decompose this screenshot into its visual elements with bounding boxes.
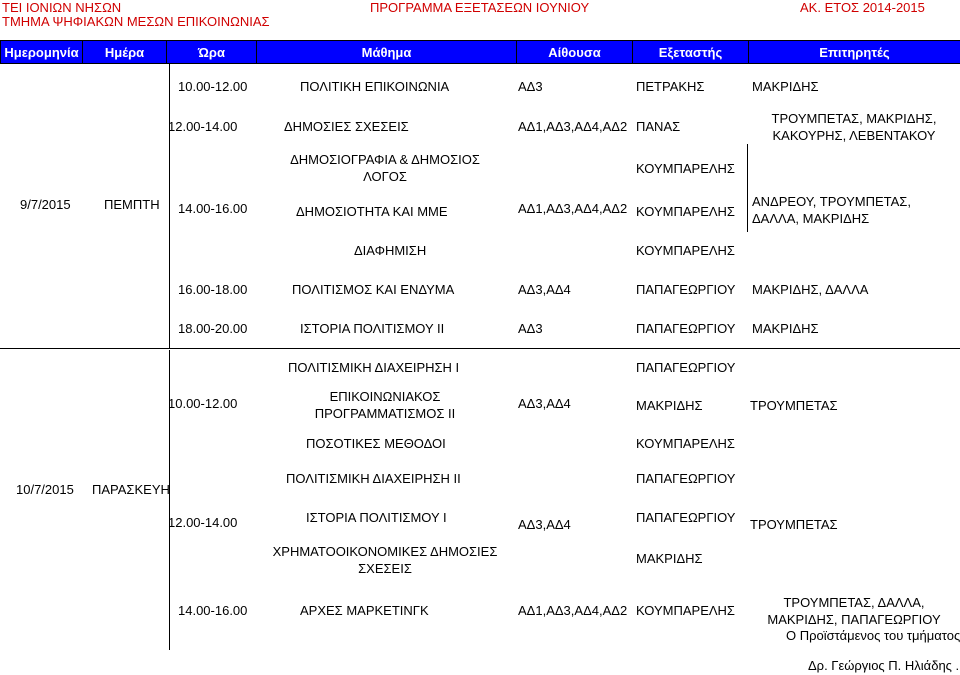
column-room: Αίθουσα	[517, 41, 633, 64]
course-cell: ΠΟΛΙΤΙΣΜΙΚΗ ΔΙΑΧΕΙΡΗΣΗ ΙΙ	[286, 471, 461, 486]
course-cell: ΔΗΜΟΣΙΟΤΗΤΑ ΚΑΙ ΜΜΕ	[296, 204, 448, 219]
examiner-cell: ΠΑΠΑΓΕΩΡΓΙΟΥ	[636, 471, 736, 486]
examiner-cell: ΠΕΤΡΑΚΗΣ	[636, 79, 705, 94]
day-cell: ΠΑΡΑΣΚΕΥΗ	[92, 482, 170, 497]
invigilators-line: ΚΑΚΟΥΡΗΣ, ΛΕΒΕΝΤΑΚΟΥ	[772, 128, 936, 143]
column-invigilators: Επιτηρητές	[749, 41, 960, 64]
course-cell	[255, 151, 515, 185]
column-rule	[747, 144, 748, 232]
time-cell: 14.00-16.00	[178, 603, 248, 618]
examiner-cell: ΠΑΠΑΓΕΩΡΓΙΟΥ	[636, 510, 736, 525]
course-line: ΧΡΗΜΑΤΟΟΙΚΟΝΟΜΙΚΕΣ ΔΗΜΟΣΙΕΣ	[272, 544, 498, 559]
day-divider	[0, 348, 960, 349]
invigilators-cell	[748, 594, 960, 628]
date-cell: 9/7/2015	[20, 197, 71, 212]
course-cell: ΔΙΑΦΗΜΙΣΗ	[354, 243, 427, 258]
course-cell: ΠΟΣΟΤΙΚΕΣ ΜΕΘΟΔΟΙ	[306, 436, 446, 451]
time-cell: 12.00-14.00	[168, 119, 238, 134]
invigilators-cell	[748, 110, 960, 144]
signature-name: Δρ. Γεώργιος Π. Ηλιάδης .	[808, 658, 960, 673]
examiner-cell: ΚΟΥΜΠΑΡΕΛΗΣ	[636, 603, 735, 618]
course-line: ΔΗΜΟΣΙΟΓΡΑΦΙΑ & ΔΗΜΟΣΙΟΣ	[290, 152, 480, 167]
time-cell: 10.00-12.00	[178, 79, 248, 94]
course-cell: ΑΡΧΕΣ ΜΑΡΚΕΤΙΝΓΚ	[300, 603, 429, 618]
course-line: ΕΠΙΚΟΙΝΩΝΙΑΚΟΣ	[329, 389, 441, 404]
invigilators-cell: ΤΡΟΥΜΠΕΤΑΣ	[750, 398, 838, 413]
examiner-cell: ΚΟΥΜΠΑΡΕΛΗΣ	[636, 161, 735, 176]
date-cell: 10/7/2015	[16, 482, 74, 497]
room-cell: ΑΔ3,ΑΔ4	[518, 517, 571, 532]
course-cell: ΠΟΛΙΤΙΚΗ ΕΠΙΚΟΙΝΩΝΙΑ	[300, 79, 450, 94]
day-cell: ΠΕΜΠΤΗ	[104, 197, 160, 212]
course-line: ΣΧΕΣΕΙΣ	[358, 561, 412, 576]
time-cell: 12.00-14.00	[168, 515, 238, 530]
course-cell	[255, 543, 515, 577]
room-cell: ΑΔ1,ΑΔ3,ΑΔ4,ΑΔ2	[518, 603, 628, 618]
examiner-cell: ΜΑΚΡΙΔΗΣ	[636, 398, 703, 413]
invigilators-cell: ΤΡΟΥΜΠΕΤΑΣ	[750, 517, 838, 532]
program-title: ΠΡΟΓΡΑΜΜΑ ΕΞΕΤΑΣΕΩΝ ΙΟΥΝΙΟΥ	[370, 0, 590, 15]
column-examiner: Εξεταστής	[633, 41, 749, 64]
room-cell: ΑΔ1,ΑΔ3,ΑΔ4,ΑΔ2	[518, 119, 628, 134]
institution-name: ΤΕΙ ΙΟΝΙΩΝ ΝΗΣΩΝ	[2, 0, 122, 15]
academic-year: ΑΚ. ΕΤΟΣ 2014-2015	[800, 0, 925, 15]
invigilators-line: ΑΝΔΡΕΟΥ, ΤΡΟΥΜΠΕΤΑΣ,	[752, 194, 911, 209]
course-line: ΠΡΟΓΡΑΜΜΑΤΙΣΜΟΣ ΙΙ	[314, 406, 456, 421]
examiner-cell: ΠΑΠΑΓΕΩΡΓΙΟΥ	[636, 360, 736, 375]
time-cell: 16.00-18.00	[178, 282, 248, 297]
column-time: Ώρα	[167, 41, 257, 64]
invigilators-cell: ΜΑΚΡΙΔΗΣ	[752, 321, 819, 336]
time-cell: 18.00-20.00	[178, 321, 248, 336]
room-cell: ΑΔ3	[518, 79, 543, 94]
course-cell: ΠΟΛΙΤΙΣΜΙΚΗ ΔΙΑΧΕΙΡΗΣΗ Ι	[288, 360, 460, 375]
invigilators-cell: ΜΑΚΡΙΔΗΣ, ΔΑΛΛΑ	[752, 282, 869, 297]
room-cell: ΑΔ1,ΑΔ3,ΑΔ4,ΑΔ2	[518, 201, 628, 216]
page-header	[0, 0, 960, 42]
time-cell: 14.00-16.00	[178, 201, 248, 216]
invigilators-line: ΜΑΚΡΙΔΗΣ, ΠΑΠΑΓΕΩΡΓΙΟΥ	[767, 612, 941, 627]
room-cell: ΑΔ3,ΑΔ4	[518, 396, 571, 411]
department-name: ΤΜΗΜΑ ΨΗΦΙΑΚΩΝ ΜΕΣΩΝ ΕΠΙΚΟΙΝΩΝΙΑΣ	[2, 14, 270, 29]
examiner-cell: ΠΑΠΑΓΕΩΡΓΙΟΥ	[636, 282, 736, 297]
time-cell: 10.00-12.00	[168, 396, 238, 411]
room-cell: ΑΔ3	[518, 321, 543, 336]
column-rule	[169, 64, 170, 348]
invigilators-line: ΔΑΛΛΑ, ΜΑΚΡΙΔΗΣ	[752, 211, 870, 226]
signature-role: Ο Προϊστάμενος του τμήματος	[786, 628, 960, 643]
room-cell: ΑΔ3,ΑΔ4	[518, 282, 571, 297]
column-day: Ημέρα	[83, 41, 167, 64]
course-cell	[255, 388, 515, 422]
examiner-cell: ΚΟΥΜΠΑΡΕΛΗΣ	[636, 243, 735, 258]
course-cell: ΙΣΤΟΡΙΑ ΠΟΛΙΤΙΣΜΟΥ ΙΙ	[300, 321, 445, 336]
invigilators-cell: ΜΑΚΡΙΔΗΣ	[752, 79, 819, 94]
examiner-cell: ΠΑΝΑΣ	[636, 119, 681, 134]
examiner-cell: ΚΟΥΜΠΑΡΕΛΗΣ	[636, 204, 735, 219]
course-line: ΛΟΓΟΣ	[363, 169, 407, 184]
column-course: Μάθημα	[257, 41, 517, 64]
invigilators-line: ΤΡΟΥΜΠΕΤΑΣ, ΔΑΛΛΑ,	[783, 595, 925, 610]
invigilators-line: ΤΡΟΥΜΠΕΤΑΣ, ΜΑΚΡΙΔΗΣ,	[771, 111, 937, 126]
course-cell: ΙΣΤΟΡΙΑ ΠΟΛΙΤΙΣΜΟΥ Ι	[306, 510, 447, 525]
course-cell: ΔΗΜΟΣΙΕΣ ΣΧΕΣΕΙΣ	[284, 119, 409, 134]
examiner-cell: ΠΑΠΑΓΕΩΡΓΙΟΥ	[636, 321, 736, 336]
examiner-cell: ΚΟΥΜΠΑΡΕΛΗΣ	[636, 436, 735, 451]
schedule-header	[0, 40, 960, 64]
column-date: Ημερομηνία	[1, 41, 83, 64]
course-cell: ΠΟΛΙΤΙΣΜΟΣ ΚΑΙ ΕΝΔΥΜΑ	[292, 282, 455, 297]
examiner-cell: ΜΑΚΡΙΔΗΣ	[636, 551, 703, 566]
